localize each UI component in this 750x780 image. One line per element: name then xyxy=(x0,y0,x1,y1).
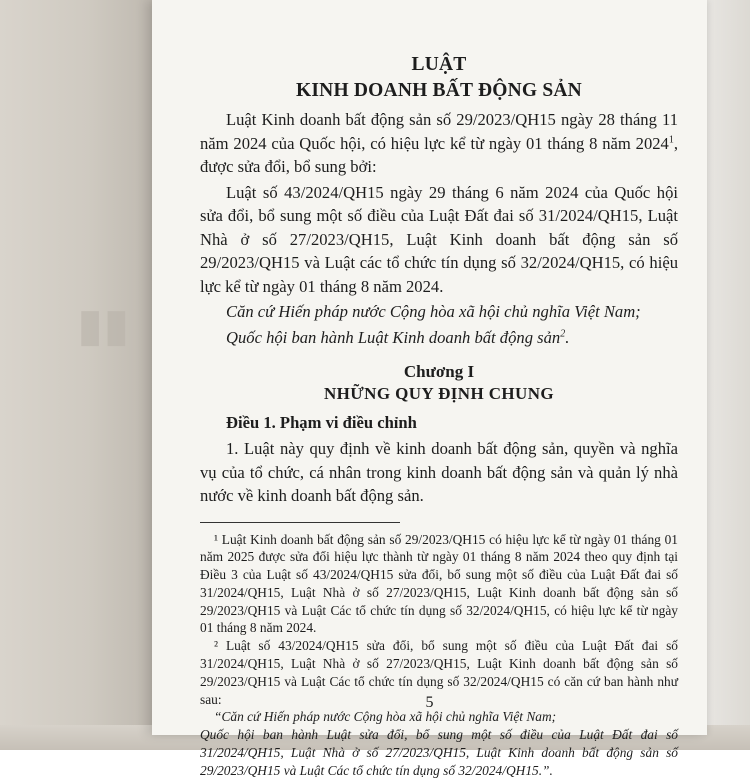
footnote-2: ² Luật số 43/2024/QH15 sửa đổi, bổ sung một số điều của Luật Đất đai số 31/2024/QH15, Luật Nhà ở số 27/2023/QH15, Luật Kinh doanh bất động sản số 29/2023/QH15 và Luật Các tổ chức tín dụng số 32/2024/QH15 có căn cứ ban hành như sau: xyxy=(200,638,678,707)
footnote-2-quote-2: Quốc hội ban hành Luật sửa đổi, bổ sung một số điều của Luật Đất đai số 31/2024/QH15, Luật Nhà ở số 27/2023/QH15, Luật Kinh doanh bất động sản số 29/2023/QH15 và Luật Các tổ chức tín dụng số 32/2024/QH15.”. xyxy=(200,727,678,778)
cover-bleed-decoration: ▮▮ xyxy=(78,301,131,350)
chapter-number: Chương I xyxy=(403,362,475,381)
chapter-title: NHỮNG QUY ĐỊNH CHUNG xyxy=(323,384,555,403)
book-page xyxy=(152,0,707,778)
amendment-paragraph: Luật số 43/2024/QH15 ngày 29 tháng 6 năm 2024 của Quốc hội sửa đổi, bổ sung một số điều của Luật Đất đai số 31/2024/QH15, Luật Nhà ở số 27/2023/QH15, Luật Kinh doanh bất động sản số 29/2023/QH15 và Luật các tổ chức tín dụng số 32/2024/QH15, có hiệu lực kể từ ngày 01 tháng 8 năm 2024. xyxy=(200,182,678,296)
footnote-ref-2: 2 xyxy=(560,327,566,339)
law-title-label: LUẬT xyxy=(411,54,467,75)
page-number: 5 xyxy=(425,694,434,711)
article-heading: Điều 1. Phạm vi điều chỉnh xyxy=(226,413,417,432)
page-content xyxy=(200,52,678,780)
footnote-1: ¹ Luật Kinh doanh bất động sản số 29/2023/QH15 có hiệu lực kể từ ngày 01 tháng 01 năm 2025 được sửa đổi hiệu lực thành từ ngày 01 tháng 8 năm 2024 theo quy định tại Điều 3 của Luật số 43/2024/QH15 sửa đổi, bổ sung một số điều của Luật Đất đai số 31/2024/QH15, Luật Nhà ở số 27/2023/QH15, Luật Kinh doanh bất động sản số 29/2023/QH15 và Luật Các tổ chức tín dụng số 32/2024/QH15, có hiệu lực kể từ ngày 01 tháng 8 năm 2024. xyxy=(200,531,678,636)
footnote-divider xyxy=(200,522,400,523)
article-text: 1. Luật này quy định về kinh doanh bất động sản, quyền và nghĩa vụ của tổ chức, cá nhân trong kinh doanh bất động sản và quản lý nhà nước về kinh doanh bất động sản. xyxy=(200,439,678,505)
footnote-ref-1: 1 xyxy=(668,133,674,145)
intro-paragraph: Luật Kinh doanh bất động sản số 29/2023/QH15 ngày 28 tháng 11 năm 2024 của Quốc hội, có hiệu lực kể từ ngày 01 tháng 8 năm 2024$^1$, được sửa đổi, bổ sung bởi: xyxy=(200,110,678,176)
footnote-2-quote-1: “Căn cứ Hiến pháp nước Cộng hòa xã hội chủ nghĩa Việt Nam; xyxy=(214,709,557,725)
legal-basis-line-1: Căn cứ Hiến pháp nước Cộng hòa xã hội chủ nghĩa Việt Nam; xyxy=(226,302,641,321)
legal-basis-line-2: Quốc hội ban hành Luật Kinh doanh bất động sản$^2$. xyxy=(226,327,570,347)
table-background-right xyxy=(705,0,750,750)
law-title: KINH DOANH BẤT ĐỘNG SẢN xyxy=(296,80,582,101)
